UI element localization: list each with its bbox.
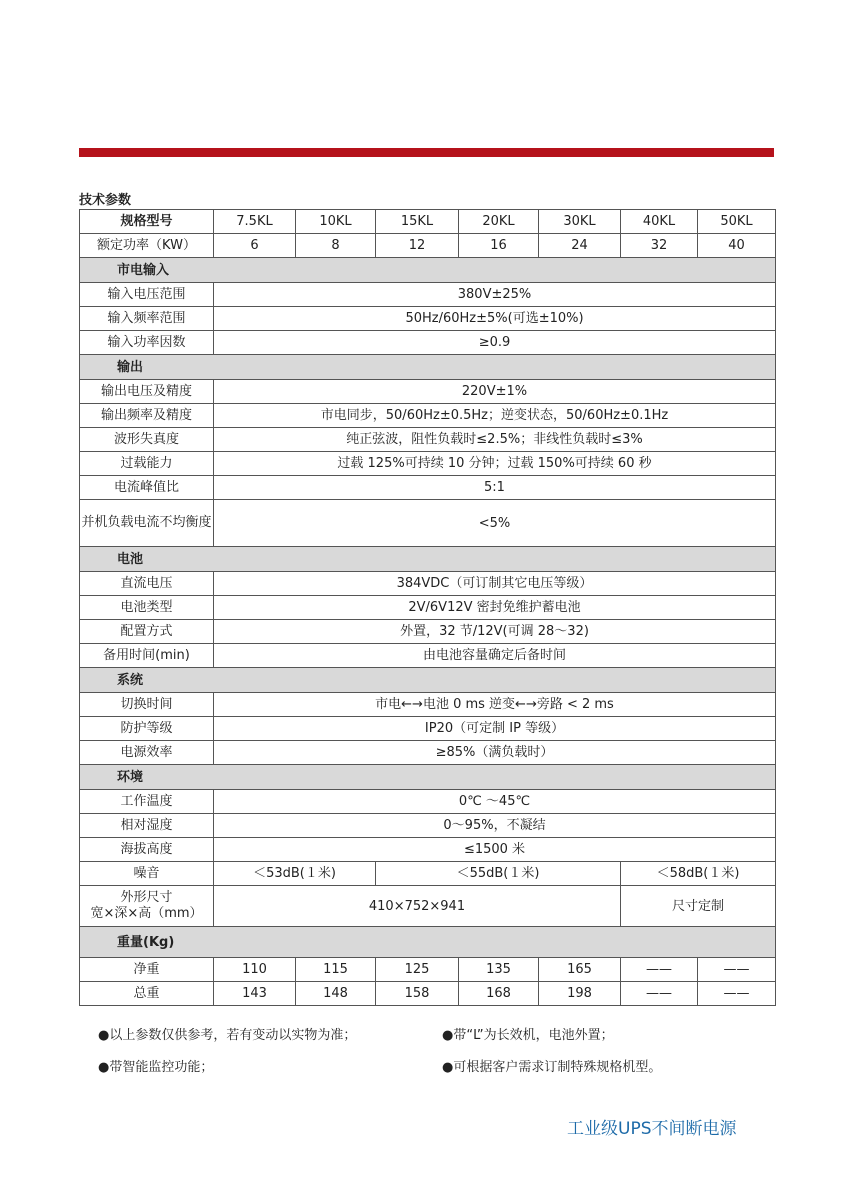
dimension-label-line2: 宽×深×高（mm） bbox=[90, 906, 203, 921]
table-row bbox=[80, 307, 776, 331]
table-row bbox=[80, 500, 776, 547]
section-heading: 市电输入 bbox=[80, 258, 776, 283]
weight-cell: —— bbox=[621, 958, 698, 982]
noise-value: ＜55dB(１米) bbox=[376, 862, 621, 886]
row-label: 波形失真度 bbox=[80, 428, 214, 452]
weight-cell: 135 bbox=[459, 958, 539, 982]
row-label: 输入频率范围 bbox=[80, 307, 214, 331]
row-value: 由电池容量确定后备时间 bbox=[214, 644, 776, 668]
row-label: 电池类型 bbox=[80, 596, 214, 620]
row-value: 外置，32 节/12V(可调 28～32) bbox=[214, 620, 776, 644]
section-row-environment bbox=[80, 765, 776, 790]
row-value: 市电←→电池 0 ms 逆变←→旁路 < 2 ms bbox=[214, 693, 776, 717]
section-row-mains-input bbox=[80, 258, 776, 283]
note-item: ●可根据客户需求订制特殊规格机型。 bbox=[442, 1060, 662, 1075]
rated-power-cell: 32 bbox=[621, 234, 698, 258]
table-row bbox=[80, 283, 776, 307]
rated-power-label: 额定功率（KW） bbox=[80, 234, 214, 258]
rated-power-cell: 24 bbox=[539, 234, 621, 258]
row-value: 2V/6V12V 密封免维护蓄电池 bbox=[214, 596, 776, 620]
section-heading: 重量(Kg) bbox=[80, 927, 776, 958]
row-value: 0～95%，不凝结 bbox=[214, 814, 776, 838]
model-cell: 7.5KL bbox=[214, 210, 296, 234]
noise-value: ＜58dB(１米) bbox=[621, 862, 776, 886]
row-value: ≤1500 米 bbox=[214, 838, 776, 862]
section-heading: 输出 bbox=[80, 355, 776, 380]
weight-cell: 165 bbox=[539, 958, 621, 982]
model-cell: 15KL bbox=[376, 210, 459, 234]
table-row bbox=[80, 572, 776, 596]
header-red-bar bbox=[79, 148, 774, 157]
section-row-weight bbox=[80, 927, 776, 958]
table-row bbox=[80, 693, 776, 717]
table-row bbox=[80, 838, 776, 862]
dimension-custom: 尺寸定制 bbox=[621, 886, 776, 927]
weight-cell: 110 bbox=[214, 958, 296, 982]
weight-cell: 158 bbox=[376, 982, 459, 1006]
table-row bbox=[80, 741, 776, 765]
row-label: 输出频率及精度 bbox=[80, 404, 214, 428]
row-value: 380V±25% bbox=[214, 283, 776, 307]
section-row-output bbox=[80, 355, 776, 380]
row-label: 配置方式 bbox=[80, 620, 214, 644]
row-label: 防护等级 bbox=[80, 717, 214, 741]
section-row-battery bbox=[80, 547, 776, 572]
row-label: 切换时间 bbox=[80, 693, 214, 717]
section-heading: 环境 bbox=[80, 765, 776, 790]
model-cell: 10KL bbox=[296, 210, 376, 234]
table-row bbox=[80, 644, 776, 668]
row-label: 输出电压及精度 bbox=[80, 380, 214, 404]
dimension-label bbox=[80, 886, 214, 927]
note-item: ●带“L”为长效机，电池外置； bbox=[442, 1028, 614, 1043]
row-label: 过载能力 bbox=[80, 452, 214, 476]
model-cell: 20KL bbox=[459, 210, 539, 234]
row-label: 直流电压 bbox=[80, 572, 214, 596]
row-label: 输入电压范围 bbox=[80, 283, 214, 307]
table-row bbox=[80, 476, 776, 500]
row-label: 相对湿度 bbox=[80, 814, 214, 838]
row-label: 总重 bbox=[80, 982, 214, 1006]
rated-power-cell: 40 bbox=[698, 234, 776, 258]
table-row bbox=[80, 452, 776, 476]
dimension-row bbox=[80, 886, 776, 927]
section-title: 技术参数 bbox=[79, 193, 132, 208]
note-item: ●带智能监控功能； bbox=[98, 1060, 214, 1075]
row-value: <5% bbox=[214, 500, 776, 547]
gross-weight-row bbox=[80, 982, 776, 1006]
row-value: IP20（可定制 IP 等级） bbox=[214, 717, 776, 741]
row-value: 384VDC（可订制其它电压等级） bbox=[214, 572, 776, 596]
section-row-system bbox=[80, 668, 776, 693]
weight-cell: —— bbox=[698, 982, 776, 1006]
table-row bbox=[80, 717, 776, 741]
row-label: 备用时间(min) bbox=[80, 644, 214, 668]
weight-cell: 125 bbox=[376, 958, 459, 982]
row-value: 市电同步，50/60Hz±0.5Hz；逆变状态，50/60Hz±0.1Hz bbox=[214, 404, 776, 428]
section-heading: 电池 bbox=[80, 547, 776, 572]
note-item: ●以上参数仅供参考，若有变动以实物为准； bbox=[98, 1028, 357, 1043]
model-cell: 40KL bbox=[621, 210, 698, 234]
dimension-value: 410×752×941 bbox=[214, 886, 621, 927]
weight-cell: 115 bbox=[296, 958, 376, 982]
noise-row bbox=[80, 862, 776, 886]
table-row bbox=[80, 596, 776, 620]
table-row bbox=[80, 790, 776, 814]
dimension-label-line1: 外形尺寸 bbox=[120, 890, 173, 905]
row-value: 过载 125%可持续 10 分钟；过载 150%可持续 60 秒 bbox=[214, 452, 776, 476]
row-label: 输入功率因数 bbox=[80, 331, 214, 355]
rated-power-cell: 16 bbox=[459, 234, 539, 258]
spec-table bbox=[79, 209, 776, 1006]
row-value: 5:1 bbox=[214, 476, 776, 500]
weight-cell: —— bbox=[698, 958, 776, 982]
row-label: 工作温度 bbox=[80, 790, 214, 814]
row-value: 0℃ ～45℃ bbox=[214, 790, 776, 814]
table-row bbox=[80, 331, 776, 355]
model-label: 规格型号 bbox=[80, 210, 214, 234]
weight-cell: —— bbox=[621, 982, 698, 1006]
table-row bbox=[80, 404, 776, 428]
net-weight-row bbox=[80, 958, 776, 982]
row-value: ≥85%（满负载时） bbox=[214, 741, 776, 765]
model-cell: 30KL bbox=[539, 210, 621, 234]
model-header-row bbox=[80, 210, 776, 234]
row-label: 噪音 bbox=[80, 862, 214, 886]
rated-power-row bbox=[80, 234, 776, 258]
rated-power-cell: 8 bbox=[296, 234, 376, 258]
table-row bbox=[80, 428, 776, 452]
row-value: ≥0.9 bbox=[214, 331, 776, 355]
rated-power-cell: 6 bbox=[214, 234, 296, 258]
weight-cell: 148 bbox=[296, 982, 376, 1006]
row-value: 220V±1% bbox=[214, 380, 776, 404]
row-label: 海拔高度 bbox=[80, 838, 214, 862]
table-row bbox=[80, 814, 776, 838]
weight-cell: 143 bbox=[214, 982, 296, 1006]
noise-value: ＜53dB(１米) bbox=[214, 862, 376, 886]
row-value: 纯正弦波，阻性负载时≤2.5%；非线性负载时≤3% bbox=[214, 428, 776, 452]
row-label: 净重 bbox=[80, 958, 214, 982]
table-row bbox=[80, 380, 776, 404]
row-label: 电流峰值比 bbox=[80, 476, 214, 500]
table-row bbox=[80, 620, 776, 644]
rated-power-cell: 12 bbox=[376, 234, 459, 258]
row-label: 并机负载电流不均衡度 bbox=[80, 500, 214, 547]
section-heading: 系统 bbox=[80, 668, 776, 693]
row-label: 电源效率 bbox=[80, 741, 214, 765]
weight-cell: 168 bbox=[459, 982, 539, 1006]
footer-title: 工业级UPS不间断电源 bbox=[567, 1119, 737, 1139]
row-value: 50Hz/60Hz±5%(可选±10%) bbox=[214, 307, 776, 331]
model-cell: 50KL bbox=[698, 210, 776, 234]
weight-cell: 198 bbox=[539, 982, 621, 1006]
